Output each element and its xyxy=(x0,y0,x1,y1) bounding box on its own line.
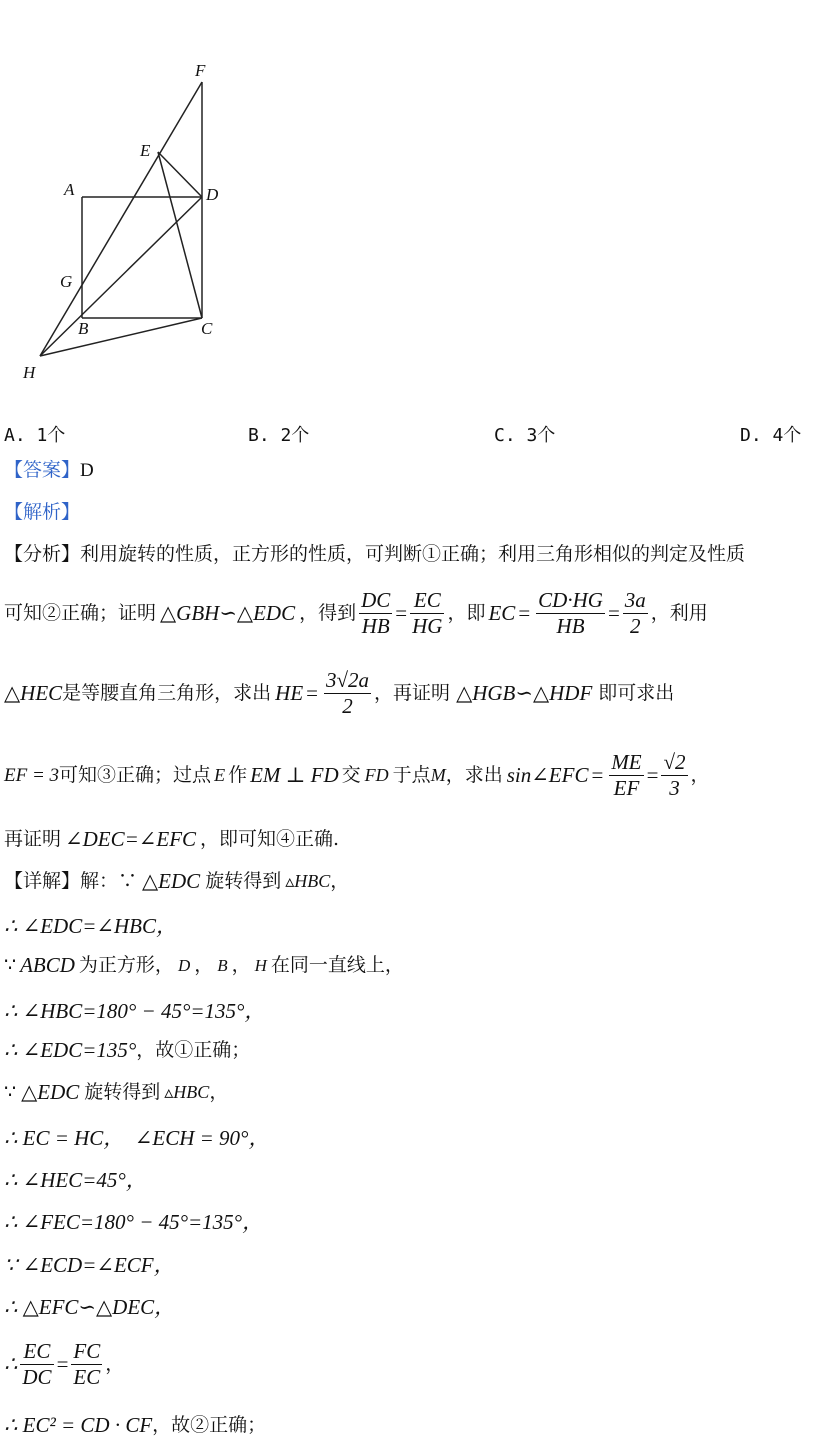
analysis-line-3 xyxy=(4,662,674,724)
math-angle-equality: ∠DEC=∠EFC xyxy=(65,826,197,851)
point-label-g: G xyxy=(60,272,73,291)
equals-sign: = xyxy=(646,762,659,787)
answer-value: D xyxy=(80,460,94,481)
analysis-line-4 xyxy=(4,744,710,806)
detail-line-3 xyxy=(4,952,404,978)
option-b xyxy=(248,421,309,447)
math-e: E xyxy=(214,765,226,785)
detail-line-1 xyxy=(4,868,349,894)
math-similar-triangles-2: △HGB∽△HDF xyxy=(456,680,593,705)
option-text: 1个 xyxy=(36,425,66,446)
option-letter: D. xyxy=(740,425,762,446)
detail-text: ， xyxy=(105,1352,125,1375)
analysis-text: 作 xyxy=(228,763,248,786)
analysis-text: 交 xyxy=(341,763,361,786)
detail-line-4: ∴ ∠HBC=180° − 45°=135°， xyxy=(4,999,266,1023)
answer-label: 【答案】 xyxy=(4,459,81,481)
analysis-text: 即可求出 xyxy=(598,681,675,704)
analysis-text: 是等腰直角三角形，求出 xyxy=(62,681,272,704)
fraction-fc-ec: $\frac{FC}{EC}$ xyxy=(73,1339,101,1389)
equals-sign: = xyxy=(591,762,604,787)
answer-line xyxy=(4,461,94,480)
segment-hf xyxy=(40,82,202,356)
analysis-text: ，即可知④正确. xyxy=(200,827,340,850)
analysis-text: 可知②正确；证明 xyxy=(4,601,157,624)
math-triangle-hec: △HEC xyxy=(4,680,63,705)
analysis-text: 再证明 xyxy=(4,827,62,850)
equals-sign: = xyxy=(306,680,319,705)
math-triangle-edc: △EDC xyxy=(21,1079,80,1104)
detail-line-11: ∴ △EFC∽△DEC， xyxy=(4,1295,176,1319)
math-he: HE xyxy=(275,680,304,705)
detail-line-2: ∴ ∠EDC=∠HBC， xyxy=(4,914,177,938)
detail-text: ， xyxy=(231,953,251,976)
fraction-ec-hg: $\frac{EC}{HG}$ xyxy=(412,588,443,638)
detail-line-10: ∵ ∠ECD=∠ECF， xyxy=(4,1253,175,1277)
option-a xyxy=(4,421,65,447)
math-d: D xyxy=(177,955,191,975)
math-ef-3: EF = 3 xyxy=(4,764,60,786)
math-m: M xyxy=(430,765,446,785)
analysis-label: 【解析】 xyxy=(4,501,81,523)
point-label-d: D xyxy=(206,185,219,204)
point-label-f: F xyxy=(195,61,206,80)
math-ec: EC xyxy=(488,600,516,625)
detail-text: ， xyxy=(194,953,214,976)
option-letter: C. xyxy=(494,425,516,446)
equals-sign: = xyxy=(395,600,408,625)
math-angle-edc-135: ∴ ∠EDC=135° xyxy=(4,1037,137,1062)
detail-text: 解：∵ xyxy=(80,869,138,892)
math-h: H xyxy=(254,955,267,975)
detail-text: 旋转得到 xyxy=(205,869,282,892)
math-b: B xyxy=(217,955,228,975)
analysis-line-2 xyxy=(4,583,708,643)
analysis-line-5 xyxy=(4,826,339,852)
option-text: 2个 xyxy=(280,425,310,446)
option-d xyxy=(740,421,801,447)
geometry-figure xyxy=(0,40,260,390)
segment-ec xyxy=(158,152,202,318)
option-letter: B. xyxy=(248,425,270,446)
detail-text: ， xyxy=(209,1080,229,1103)
detail-line-12 xyxy=(4,1333,124,1395)
detail-line-9: ∴ ∠FEC=180° − 45°=135°， xyxy=(4,1210,264,1234)
detail-text: 在同一直线上， xyxy=(270,953,404,976)
detail-text: ∵ xyxy=(4,953,17,976)
math-fd: FD xyxy=(364,765,389,785)
detail-text: 旋转得到 xyxy=(84,1080,161,1103)
analysis-text: ，再证明 xyxy=(374,681,451,704)
fraction-cdhg-hb: $\frac{CD\cdot HG}{HB}$ xyxy=(538,588,603,638)
point-label-a: A xyxy=(64,180,75,199)
detail-line-13 xyxy=(4,1412,266,1438)
math-sin-efc: sin∠EFC xyxy=(506,762,589,787)
analysis-heading: 【分析】 xyxy=(4,543,81,565)
equals-sign: = xyxy=(518,600,531,625)
therefore-symbol: ∴ xyxy=(4,1351,18,1376)
math-similar-triangles: △GBH∽△EDC xyxy=(160,600,296,625)
math-ec-squared: ∴ EC² = CD · CF xyxy=(4,1412,153,1437)
analysis-text: ，求出 xyxy=(445,763,503,786)
point-label-b: B xyxy=(78,319,89,338)
option-c xyxy=(494,421,555,447)
math-triangle-hbc: ▵HBC xyxy=(285,871,331,891)
fraction-me-ef: $\frac{ME}{EF}$ xyxy=(611,750,642,800)
detail-text: ∵ xyxy=(4,1080,17,1103)
detail-text: ， xyxy=(330,869,350,892)
detail-line-5 xyxy=(4,1037,250,1063)
analysis-text: ，得到 xyxy=(299,601,357,624)
fraction-3root2a-2: $\frac{3√2a}{2}$ xyxy=(326,668,370,718)
equals-sign: = xyxy=(56,1351,69,1376)
math-abcd: ABCD xyxy=(20,952,75,977)
analysis-line-1 xyxy=(4,545,745,564)
fraction-ec-dc: $\frac{EC}{DC}$ xyxy=(22,1339,52,1389)
detail-heading: 【详解】 xyxy=(4,869,81,892)
analysis-text: ， xyxy=(690,763,710,786)
detail-line-8: ∴ ∠HEC=45°， xyxy=(4,1168,147,1192)
fraction-root2-3: $\frac{√2}{3}$ xyxy=(663,750,686,800)
math-triangle-hbc: ▵HBC xyxy=(164,1082,210,1102)
option-letter: A. xyxy=(4,425,26,446)
detail-line-6 xyxy=(4,1079,228,1105)
detail-text: ，故①正确； xyxy=(136,1038,251,1061)
analysis-text: ，利用 xyxy=(650,601,708,624)
option-text: 4个 xyxy=(772,425,802,446)
detail-line-7: ∴ EC = HC， ∠ECH = 90°， xyxy=(4,1126,270,1150)
detail-text: 为正方形， xyxy=(78,953,174,976)
equals-sign: = xyxy=(607,600,620,625)
math-em-perp-fd: EM ⊥ FD xyxy=(250,762,339,787)
point-label-e: E xyxy=(140,141,151,160)
fraction-3a-2: $\frac{3a}{2}$ xyxy=(624,588,646,638)
segment-hc xyxy=(40,318,202,356)
fraction-dc-hb: $\frac{DC}{HB}$ xyxy=(361,588,391,638)
analysis-text: 于点 xyxy=(392,763,431,786)
analysis-text: ，即 xyxy=(447,601,486,624)
option-text: 3个 xyxy=(526,425,556,446)
analysis-text: 可知③正确；过点 xyxy=(59,763,212,786)
detail-text: ，故②正确； xyxy=(152,1413,267,1436)
point-label-h: H xyxy=(23,363,36,382)
analysis-text: 利用旋转的性质，正方形的性质，可判断①正确；利用三角形相似的判定及性质 xyxy=(80,543,746,565)
math-triangle-edc: △EDC xyxy=(142,868,201,893)
point-label-c: C xyxy=(201,319,213,338)
